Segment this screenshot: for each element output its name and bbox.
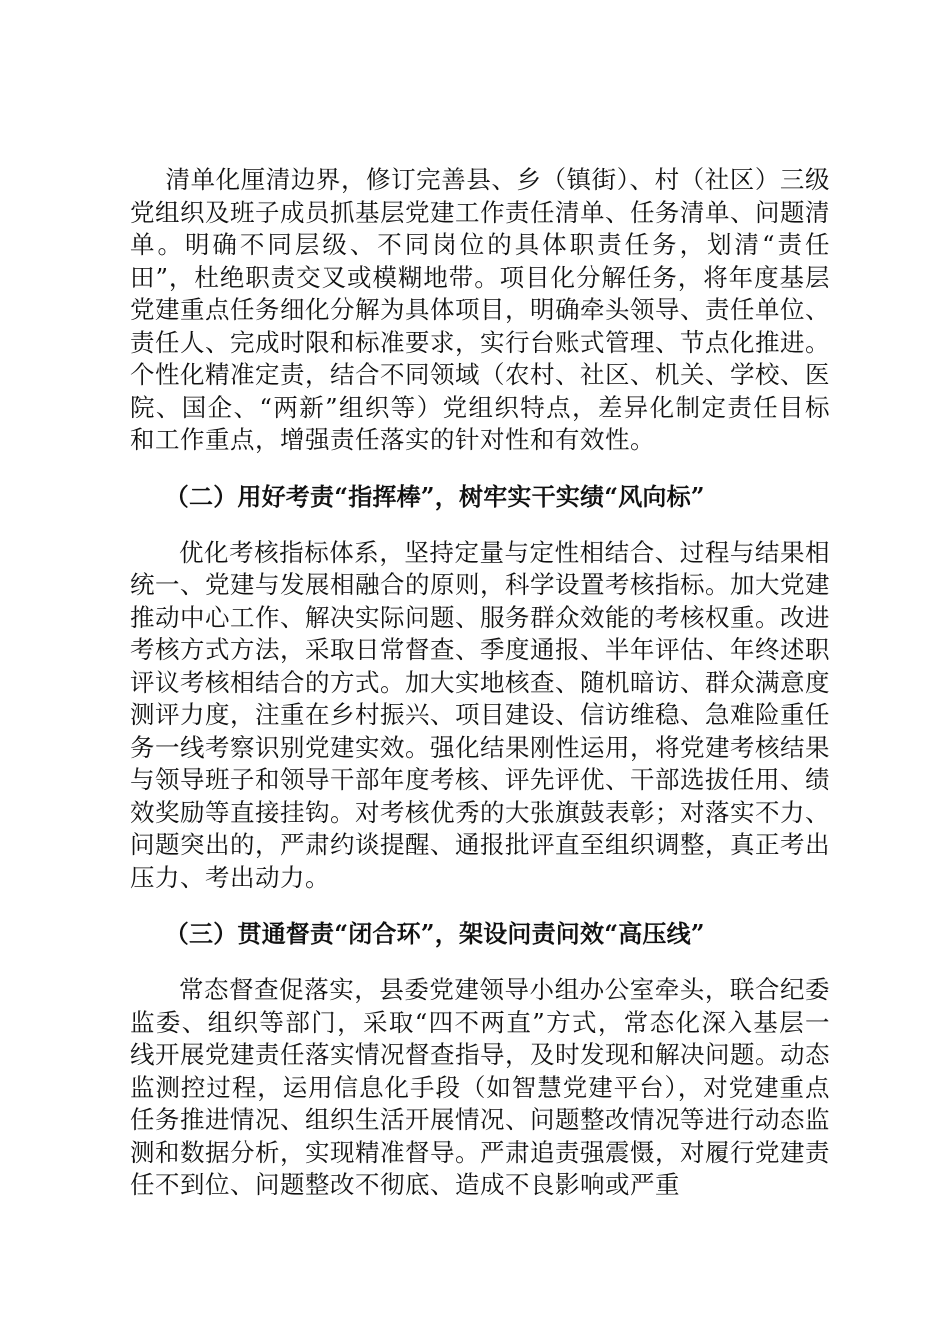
section-heading-supervision: （三）贯通督责“闭合环”，架设问责问效“高压线” xyxy=(164,919,705,948)
document-body xyxy=(130,164,830,1202)
paragraph-supervision: 常态督查促落实，县委党建领导小组办公室牵头，联合纪委监委、组织等部门，采取“四不两直”方式，常态化深入基层一线开展党建责任落实情况督查指导，及时发现和解决问题。动态监测控过程，运用信息化手段（如智慧党建平台），对党建重点任务推进情况、组织生活开展情况、问题整改情况等进行动态监测和数据分析，实现精准督导。严肃追责强震慑，对履行党建责任不到位、问题整改不彻底、造成不良影响或严重 xyxy=(130,975,830,1199)
paragraph-assessment: 优化考核指标体系，坚持定量与定性相结合、过程与结果相统一、党建与发展相融合的原则，科学设置考核指标。加大党建推动中心工作、解决实际问题、服务群众效能的考核权重。改进考核方式方法，采取日常督查、季度通报、半年评估、年终述职评议考核相结合的方式。加大实地核查、随机暗访、群众满意度测评力度，注重在乡村振兴、项目建设、信访维稳、急难险重任务一线考察识别党建实效。强化结果刚性运用，将党建考核结果与领导班子和领导干部年度考核、评先评优、干部选拔任用、绩效奖励等直接挂钩。对考核优秀的大张旗鼓表彰；对落实不力、问题突出的，严肃约谈提醒、通报批评直至组织调整，真正考出压力、考出动力。 xyxy=(130,537,830,892)
section-heading-assessment: （二）用好考责“指挥棒”，树牢实干实绩“风向标” xyxy=(164,481,705,511)
paragraph-responsibility-lists: 清单化厘清边界，修订完善县、乡（镇街）、村（社区）三级党组织及班子成员抓基层党建工作责任清单、任务清单、问题清单。明确不同层级、不同岗位的具体职责任务，划清“责任田”，杜绝职责交叉或模糊地带。项目化分解任务，将年度基层党建重点任务细化分解为具体项目，明确牵头领导、责任单位、责任人、完成时限和标准要求，实行台账式管理、节点化推进。个性化精准定责，结合不同领域（农村、社区、机关、学校、医院、国企、“两新”组织等）党组织特点，差异化制定责任目标和工作重点，增强责任落实的针对性和有效性。 xyxy=(130,165,830,454)
